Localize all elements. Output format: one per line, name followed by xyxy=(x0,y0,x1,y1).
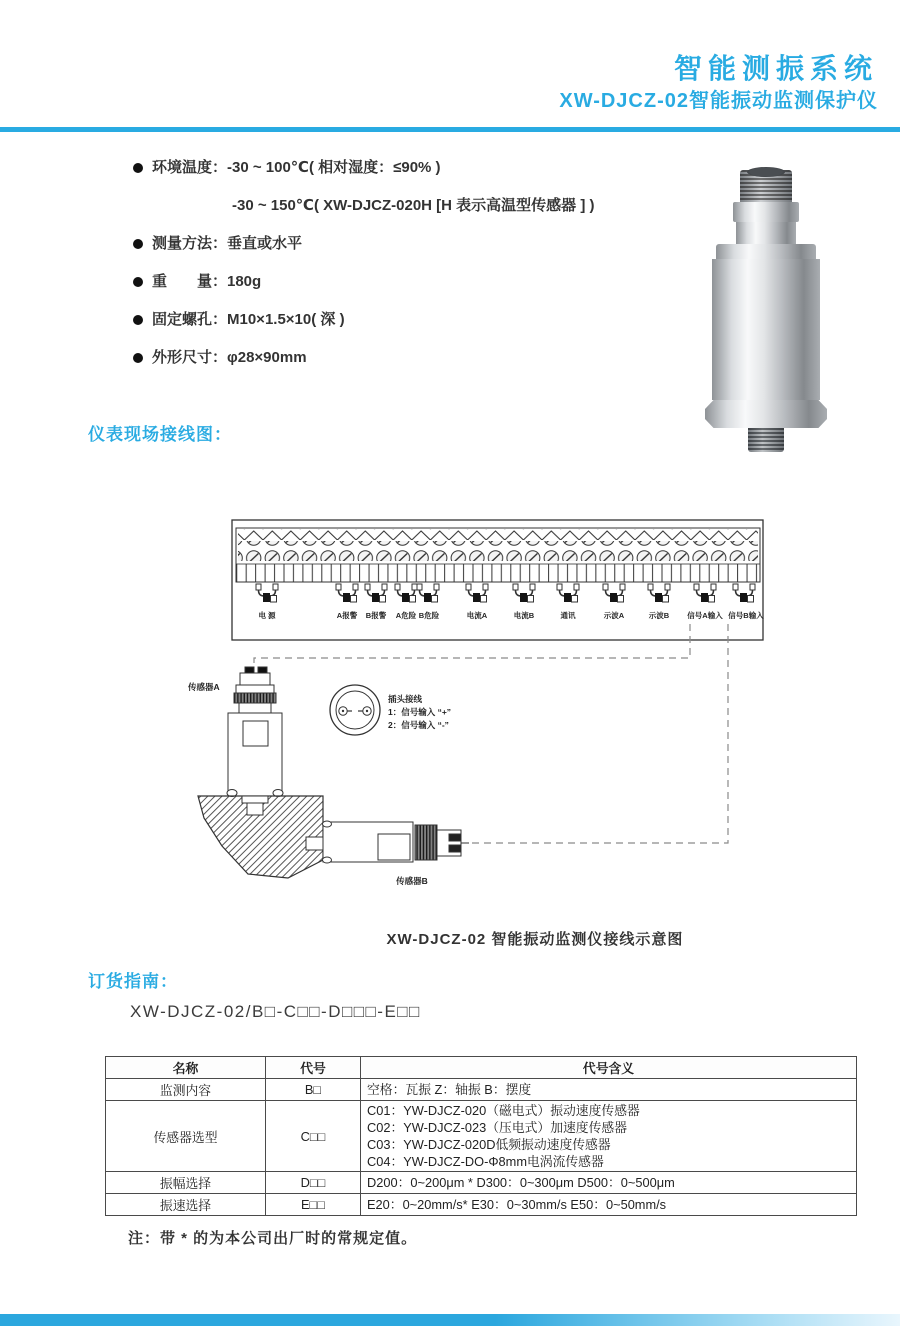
terminal-label-danger-a: A危险 xyxy=(395,611,417,620)
table-row xyxy=(106,1194,857,1216)
col-header-name: 名称 xyxy=(106,1057,266,1079)
sensor-b-drawing xyxy=(323,821,470,863)
meaning-line: E20：0~20mm/s* E30：0~30mm/s E50：0~50mm/s xyxy=(367,1197,667,1212)
col-header-code: 代号 xyxy=(266,1057,361,1079)
row-code: C□□ xyxy=(266,1101,361,1172)
ordering-table xyxy=(105,1056,857,1216)
bullet-icon xyxy=(133,353,143,363)
row-code: B□ xyxy=(266,1079,361,1101)
bullet-icon xyxy=(133,239,143,249)
row-name: 传感器选型 xyxy=(106,1101,266,1172)
row-meaning xyxy=(361,1194,857,1216)
row-meaning xyxy=(361,1172,857,1194)
col-header-meaning: 代号含义 xyxy=(361,1057,857,1079)
plug-note-title: 插头接线 xyxy=(388,694,423,704)
sensor-a-stud xyxy=(242,796,268,803)
meaning-line: C03：YW-DJCZ-020D低频振动速度传感器 xyxy=(367,1137,611,1152)
photo-neck xyxy=(736,222,796,244)
table-header-row xyxy=(106,1057,857,1079)
meaning-line: C02：YW-DJCZ-023（压电式）加速度传感器 xyxy=(367,1120,627,1135)
meaning-line: D200：0~200μm * D300：0~300μm D500：0~500μm xyxy=(367,1175,675,1190)
terminal-label-scope-a: 示波A xyxy=(603,611,625,620)
terminal-block xyxy=(232,520,763,640)
terminal-label-signal-a: 信号A输入 xyxy=(687,611,723,620)
photo-mounting-stud xyxy=(748,428,784,452)
terminal-label-alarm-a: A报警 xyxy=(336,611,358,620)
terminal-separators xyxy=(236,564,760,582)
ordering-section-heading: 订货指南： xyxy=(88,972,178,991)
terminal-zigzag xyxy=(238,529,758,540)
spec-text: 外形尺寸：φ28×90mm xyxy=(152,349,307,366)
photo-hex-nut xyxy=(705,400,827,428)
table-row xyxy=(106,1172,857,1194)
terminal-label-alarm-b: B报警 xyxy=(365,611,387,620)
spec-item xyxy=(133,346,693,384)
meaning-line: C04：YW-DJCZ-DO-Φ8mm电涡流传感器 xyxy=(367,1154,604,1169)
photo-collar xyxy=(733,202,799,222)
bullet-icon xyxy=(133,315,143,325)
terminal-screws xyxy=(238,541,758,561)
terminal-label-power: 电 源 xyxy=(258,611,276,620)
terminal-label-comm: 通讯 xyxy=(560,611,576,620)
spec-text: 测量方法：垂直或水平 xyxy=(152,235,303,252)
signal-b-wire xyxy=(469,624,728,843)
sensor-b-stud xyxy=(306,837,323,850)
spec-item xyxy=(133,194,693,232)
plug-face-detail xyxy=(330,685,380,735)
spec-item xyxy=(133,270,693,308)
bullet-icon xyxy=(133,163,143,173)
spec-item xyxy=(133,232,693,270)
table-row xyxy=(106,1101,857,1172)
spec-item xyxy=(133,156,693,194)
terminal-label-current-b: 电流B xyxy=(513,611,535,620)
sensor-a-drawing xyxy=(227,667,283,797)
wiring-diagram xyxy=(170,508,770,920)
spec-text: 重 量：180g xyxy=(152,273,262,290)
spec-item xyxy=(133,308,693,346)
spec-text: 固定螺孔：M10×1.5×10( 深 ) xyxy=(152,311,345,328)
photo-body xyxy=(712,259,820,400)
terminal-label-current-a: 电流A xyxy=(466,611,488,620)
terminal-label-danger-b: B危险 xyxy=(418,611,440,620)
ordering-code: XW-DJCZ-02/B□-C□□-D□□□-E□□ xyxy=(130,1002,421,1021)
spec-text: -30 ~ 150℃( XW-DJCZ-020H [H 表示高温型传感器 ] ) xyxy=(232,197,595,214)
row-code: E□□ xyxy=(266,1194,361,1216)
row-name: 监测内容 xyxy=(106,1079,266,1101)
spec-text: 环境温度：-30 ~ 100℃( 相对湿度：≤90% ) xyxy=(152,159,441,176)
wiring-section-heading: 仪表现场接线图： xyxy=(88,425,232,444)
page-subtitle: XW-DJCZ-02智能振动监测保护仪 xyxy=(559,90,878,112)
photo-shoulder xyxy=(716,244,816,259)
row-code: D□□ xyxy=(266,1172,361,1194)
meaning-line: 空格：瓦振 Z：轴振 B：摆度 xyxy=(367,1082,532,1097)
spec-list xyxy=(133,156,693,384)
plug-note-line1: 1：信号输入 “+” xyxy=(388,707,452,717)
terminal-label-signal-b: 信号B输入 xyxy=(728,611,764,620)
bullet-icon xyxy=(133,277,143,287)
table-row xyxy=(106,1079,857,1101)
header-rule xyxy=(0,127,900,132)
row-name: 振速选择 xyxy=(106,1194,266,1216)
footnote: 注：带 * 的为本公司出厂时的常规定值。 xyxy=(128,1230,418,1247)
plug-note-line2: 2：信号输入 “-” xyxy=(388,720,449,730)
row-name: 振幅选择 xyxy=(106,1172,266,1194)
sensor-b-label: 传感器B xyxy=(396,876,428,886)
mounting-block xyxy=(198,796,323,878)
photo-connector-opening xyxy=(747,167,785,177)
page-title: 智能测振系统 xyxy=(673,53,878,84)
row-meaning xyxy=(361,1101,857,1172)
sensor-product-photo xyxy=(700,162,890,458)
row-meaning xyxy=(361,1079,857,1101)
sensor-a-label: 传感器A xyxy=(188,682,220,692)
diagram-caption: XW-DJCZ-02 智能振动监测仪接线示意图 xyxy=(386,931,684,948)
header xyxy=(559,52,878,116)
footer-bar xyxy=(0,1314,900,1326)
meaning-line: C01：YW-DJCZ-020（磁电式）振动速度传感器 xyxy=(367,1103,640,1118)
terminal-label-scope-b: 示波B xyxy=(648,611,670,620)
